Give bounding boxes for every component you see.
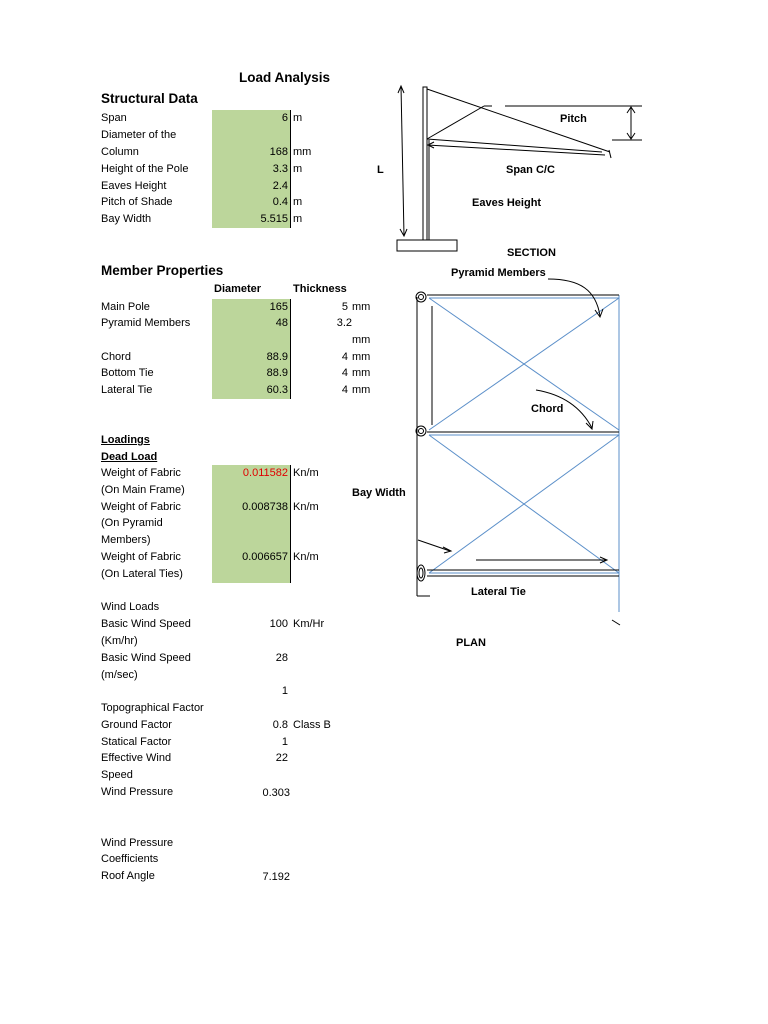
column-diameter-unit: mm xyxy=(293,146,312,158)
roof-angle-label: Roof Angle xyxy=(101,870,155,882)
ground-factor-class: Class B xyxy=(293,719,331,731)
section-caption: SECTION xyxy=(507,247,556,259)
column-diameter-value[interactable]: 168 xyxy=(269,146,288,158)
pole-height-unit: m xyxy=(293,163,303,175)
chord-diameter[interactable]: 88.9 xyxy=(266,351,288,363)
topographical-factor-value[interactable]: 1 xyxy=(281,685,288,697)
diameter-column-header: Diameter xyxy=(214,283,262,295)
chord-unit: mm xyxy=(352,351,371,363)
pole-height-label: Height of the Pole xyxy=(101,163,189,175)
eaves-height-value[interactable]: 2.4 xyxy=(272,180,288,192)
chord-text: Chord xyxy=(531,403,564,415)
pole-height-value[interactable]: 3.3 xyxy=(272,163,288,175)
main-pole-thickness[interactable]: 5 xyxy=(341,301,348,313)
bottom-tie-diameter[interactable]: 88.9 xyxy=(266,367,288,379)
fabric-main-frame-unit: Kn/m xyxy=(293,467,319,479)
pyramid-members-unit: mm xyxy=(352,334,371,346)
pitch-label: Pitch of Shade xyxy=(101,196,173,208)
pitch-unit: m xyxy=(293,196,303,208)
column-diameter-label-2: Column xyxy=(101,146,139,158)
chord-label: Chord xyxy=(101,351,131,363)
main-pole-label: Main Pole xyxy=(101,301,150,313)
fabric-main-frame-label-1: Weight of Fabric xyxy=(101,467,181,479)
pyramid-members-thickness[interactable]: 3.2 xyxy=(336,317,352,329)
wind-pressure-label: Wind Pressure xyxy=(101,786,174,798)
wind-speed-kmh-label-2: (Km/hr) xyxy=(101,635,138,647)
fabric-lateral-unit: Kn/m xyxy=(293,551,319,563)
span-unit: m xyxy=(293,112,303,124)
effective-wind-value[interactable]: 22 xyxy=(275,752,288,764)
bottom-tie-unit: mm xyxy=(352,367,371,379)
fabric-lateral-label-1: Weight of Fabric xyxy=(101,551,181,563)
fabric-main-frame-label-2: (On Main Frame) xyxy=(101,484,185,496)
statical-factor-label: Statical Factor xyxy=(101,736,172,748)
bottom-tie-label: Bottom Tie xyxy=(101,367,154,379)
ground-factor-value[interactable]: 0.8 xyxy=(272,719,288,731)
lateral-tie-unit: mm xyxy=(352,384,371,396)
eaves-height-text: Eaves Height xyxy=(472,197,542,209)
members-heading: Member Properties xyxy=(101,263,224,278)
lateral-tie-diameter[interactable]: 60.3 xyxy=(266,384,288,396)
eaves-height-label: Eaves Height xyxy=(101,180,167,192)
span-value[interactable]: 6 xyxy=(281,112,288,124)
plan-caption: PLAN xyxy=(456,637,486,649)
effective-wind-label-2: Speed xyxy=(101,769,133,781)
ground-factor-label: Ground Factor xyxy=(101,719,172,731)
pole-circle-bottom xyxy=(417,565,425,581)
lateral-tie-label: Lateral Tie xyxy=(101,384,153,396)
fabric-pyramid-value[interactable]: 0.008738 xyxy=(242,501,288,513)
fabric-lateral-value[interactable]: 0.006657 xyxy=(242,551,288,563)
bay-width-text: Bay Width xyxy=(352,487,406,499)
fabric-pyramid-label-2: (On Pyramid xyxy=(101,517,163,529)
main-pole-unit: mm xyxy=(352,301,371,313)
bay-width-value[interactable]: 5.515 xyxy=(260,213,288,225)
fabric-pyramid-label-1: Weight of Fabric xyxy=(101,501,181,513)
pitch-text: Pitch xyxy=(560,113,587,125)
statical-factor-value[interactable]: 1 xyxy=(281,736,288,748)
structural-heading: Structural Data xyxy=(101,91,198,106)
bay-width-label: Bay Width xyxy=(101,213,152,225)
lateral-tie-thickness[interactable]: 4 xyxy=(341,384,348,396)
effective-wind-label-1: Effective Wind xyxy=(101,752,172,764)
wind-speed-ms-value[interactable]: 28 xyxy=(275,652,288,664)
fabric-main-frame-value[interactable]: 0.011582 xyxy=(242,467,288,479)
lateral-tie-text: Lateral Tie xyxy=(471,586,526,598)
wind-pressure-value[interactable]: 0.303 xyxy=(262,787,290,799)
loadings-heading: Loadings xyxy=(101,434,150,446)
bottom-tie-thickness[interactable]: 4 xyxy=(341,367,348,379)
pyramid-members-text: Pyramid Members xyxy=(451,267,546,279)
column-diameter-label-1: Diameter of the xyxy=(101,129,177,141)
wind-speed-ms-label-1: Basic Wind Speed xyxy=(101,652,191,664)
span-label: Span xyxy=(101,112,127,124)
topographical-factor-label: Topographical Factor xyxy=(101,702,204,714)
pyramid-members-label: Pyramid Members xyxy=(101,317,191,329)
wind-speed-kmh-value[interactable]: 100 xyxy=(269,618,288,630)
fabric-pyramid-label-3: Members) xyxy=(101,534,151,546)
wind-speed-kmh-unit: Km/Hr xyxy=(293,618,325,630)
fabric-lateral-label-2: (On Lateral Ties) xyxy=(101,568,183,580)
pitch-value[interactable]: 0.4 xyxy=(272,196,288,208)
wind-speed-kmh-label-1: Basic Wind Speed xyxy=(101,618,191,630)
main-pole-diameter[interactable]: 165 xyxy=(269,301,288,313)
dead-load-heading: Dead Load xyxy=(101,451,158,463)
thickness-column-header: Thickness xyxy=(293,283,347,295)
span-cc-text: Span C/C xyxy=(506,164,555,176)
bay-width-unit: m xyxy=(293,213,303,225)
pressure-coefficients-label-1: Wind Pressure xyxy=(101,837,174,849)
fabric-pyramid-unit: Kn/m xyxy=(293,501,319,513)
wind-heading: Wind Loads xyxy=(101,601,160,613)
roof-angle-value[interactable]: 7.192 xyxy=(262,871,290,883)
page-title: Load Analysis xyxy=(239,70,331,85)
pyramid-members-diameter[interactable]: 48 xyxy=(275,317,288,329)
pressure-coefficients-label-2: Coefficients xyxy=(101,853,159,865)
wind-speed-ms-label-2: (m/sec) xyxy=(101,669,138,681)
l-text: L xyxy=(377,164,384,176)
chord-thickness[interactable]: 4 xyxy=(341,351,348,363)
